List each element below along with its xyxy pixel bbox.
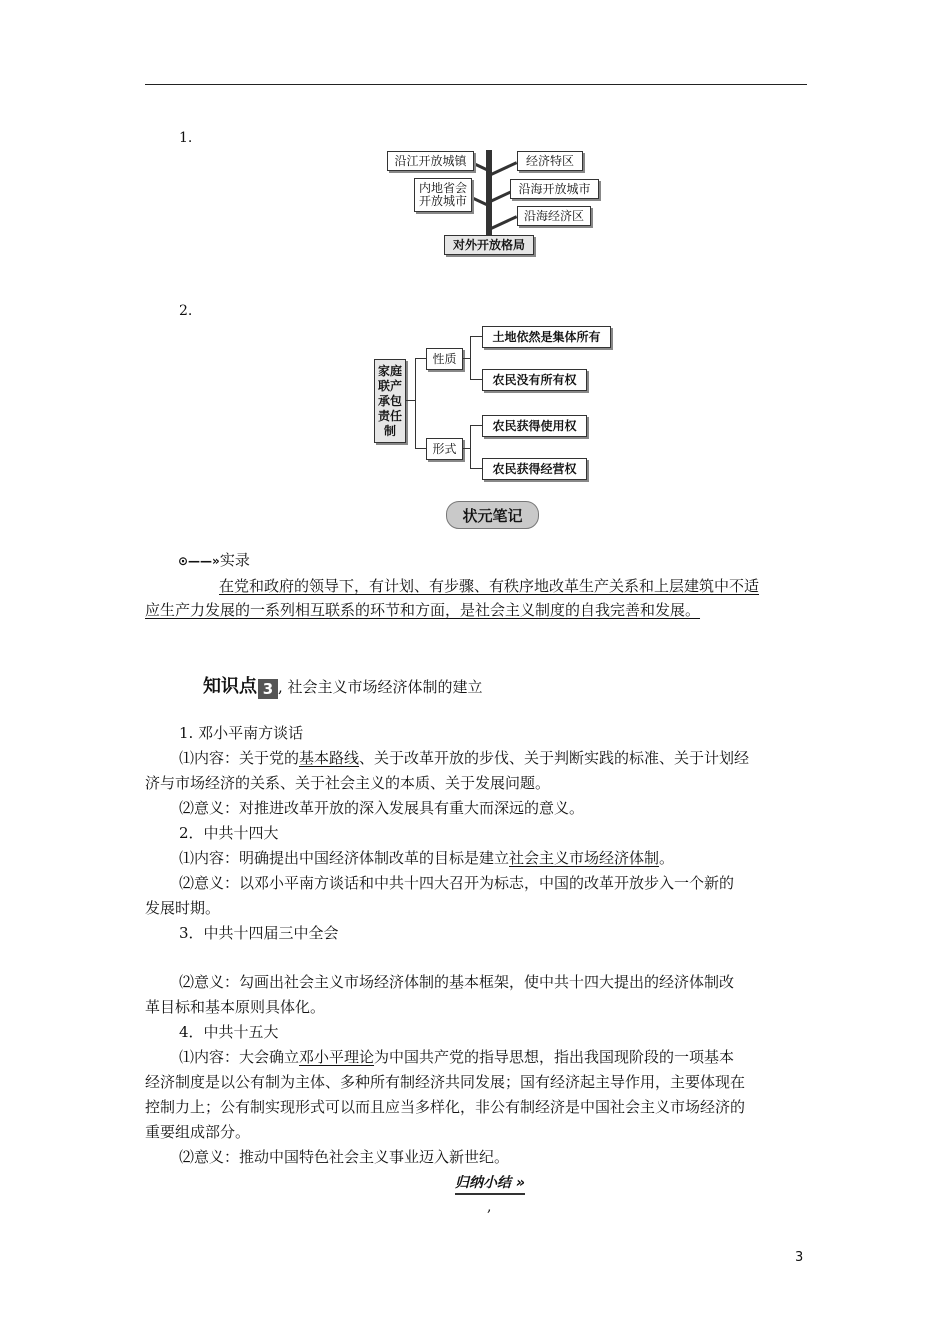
box-operation-right: 农民获得经营权 <box>482 458 587 480</box>
connector <box>462 448 470 449</box>
opening-pattern-diagram <box>380 145 610 260</box>
shilu-line-2: 应生产力发展的一系列相互联系的环节和方面，是社会主义制度的自我完善和发展。 <box>145 601 701 619</box>
notes-badge: 状元笔记 <box>446 501 539 529</box>
box-land-collective: 土地依然是集体所有 <box>482 326 611 348</box>
root-char: 家庭 <box>377 363 402 378</box>
s2-l1-underlined: 社会主义市场经济体制 <box>509 849 660 867</box>
connector <box>470 379 482 380</box>
root-char: 联产 <box>377 378 402 393</box>
s3-line-1: ⑵意义：勾画出社会主义市场经济体制的基本框架，使中共十四大提出的经济体制改 <box>179 973 735 991</box>
s1-l1-underlined: 基本路线 <box>299 749 360 767</box>
connector <box>470 425 471 468</box>
s1-heading: 1. 邓小平南方谈话 <box>179 724 304 742</box>
box-sez: 经济特区 <box>517 151 583 171</box>
kp-number: 3 <box>258 679 278 699</box>
shilu-heading <box>178 549 250 570</box>
box-coastal-cities: 沿海开放城市 <box>510 179 599 199</box>
box-line: 内地省会 <box>418 181 467 195</box>
s4-line-1 <box>179 1045 734 1069</box>
s2-heading: 2．中共十四大 <box>179 824 279 842</box>
box-form: 形式 <box>426 438 463 460</box>
top-rule <box>145 84 807 85</box>
s4-line-4: 重要组成部分。 <box>145 1123 251 1141</box>
connector <box>415 358 426 359</box>
kp-label: 知识点 <box>203 676 257 697</box>
connector <box>470 336 471 379</box>
s1-l1-a: ⑴内容：关于党的 <box>179 749 300 767</box>
s1-line-3: ⑵意义：对推进改革开放的深入发展具有重大而深远的意义。 <box>179 799 585 817</box>
connector <box>405 400 415 401</box>
root-char: 承包 <box>377 393 402 408</box>
connector <box>462 358 470 359</box>
branch-line <box>490 190 511 202</box>
root-char: 制 <box>383 423 396 438</box>
kp-title: , 社会主义市场经济体制的建立 <box>278 678 483 696</box>
arrow-icon: ⊙——» <box>178 554 220 568</box>
s4-l1-a: ⑴内容：大会确立 <box>179 1048 300 1066</box>
s4-line-3: 控制力上；公有制实现形式可以而且应当多样化，非公有制经济是中国社会主义市场经济的 <box>145 1098 746 1116</box>
knowledge-point-heading <box>203 672 483 699</box>
s3-line-2: 革目标和基本原则具体化。 <box>145 998 326 1016</box>
summary-comma: , <box>487 1199 492 1215</box>
s1-l1-b: 、关于改革开放的步伐、关于判断实践的标准、关于计划经 <box>359 749 750 767</box>
s2-line-1 <box>179 846 674 870</box>
connector <box>415 448 426 449</box>
box-root <box>374 359 406 443</box>
connector <box>415 358 416 448</box>
s4-l1-underlined: 邓小平理论 <box>299 1048 375 1066</box>
s4-line-2: 经济制度是以公有制为主体、多种所有制经济共同发展；国有经济起主导作用，主要体现在 <box>145 1073 746 1091</box>
branch-line <box>491 161 518 176</box>
box-inland-capitals <box>414 178 472 212</box>
item-2-number: 2. <box>179 303 193 319</box>
connector <box>470 425 482 426</box>
box-opening-pattern: 对外开放格局 <box>444 235 534 255</box>
s1-line-1 <box>179 746 749 770</box>
connector <box>470 468 482 469</box>
box-line: 开放城市 <box>418 194 467 208</box>
box-coastal-zones: 沿海经济区 <box>517 206 591 226</box>
s2-line-3: 发展时期。 <box>145 899 221 917</box>
shilu-label: 实录 <box>219 551 250 569</box>
s2-l1-a: ⑴内容：明确提出中国经济体制改革的目标是建立 <box>179 849 510 867</box>
page-number: 3 <box>795 1250 804 1265</box>
s2-l1-b: 。 <box>659 849 675 867</box>
shilu-line-1: 在党和政府的领导下，有计划、有步骤、有秩序地改革生产关系和上层建筑中不适 <box>219 577 760 595</box>
s2-line-2: ⑵意义：以邓小平南方谈话和中共十四大召开为标志，中国的改革开放步入一个新的 <box>179 874 735 892</box>
s1-line-2: 济与市场经济的关系、关于社会主义的本质、关于发展问题。 <box>145 774 551 792</box>
household-responsibility-diagram <box>370 320 620 485</box>
double-chevron-icon: » <box>511 1175 525 1191</box>
connector <box>470 336 482 337</box>
box-nature: 性质 <box>426 348 463 370</box>
summary-heading <box>455 1172 525 1195</box>
item-1-number: 1. <box>179 130 193 146</box>
branch-line <box>491 215 518 230</box>
summary-label: 归纳小结 <box>455 1175 511 1191</box>
s4-heading: 4．中共十五大 <box>179 1023 279 1041</box>
s3-heading: 3．中共十四届三中全会 <box>179 924 339 942</box>
box-no-ownership: 农民没有所有权 <box>482 369 587 391</box>
root-char: 责任 <box>377 408 402 423</box>
box-yangtze-cities: 沿江开放城镇 <box>387 151 474 171</box>
s4-l1-b: 为中国共产党的指导思想，指出我国现阶段的一项基本 <box>374 1048 735 1066</box>
s4-line-5: ⑵意义：推动中国特色社会主义事业迈入新世纪。 <box>179 1148 510 1166</box>
box-use-right: 农民获得使用权 <box>482 415 587 437</box>
